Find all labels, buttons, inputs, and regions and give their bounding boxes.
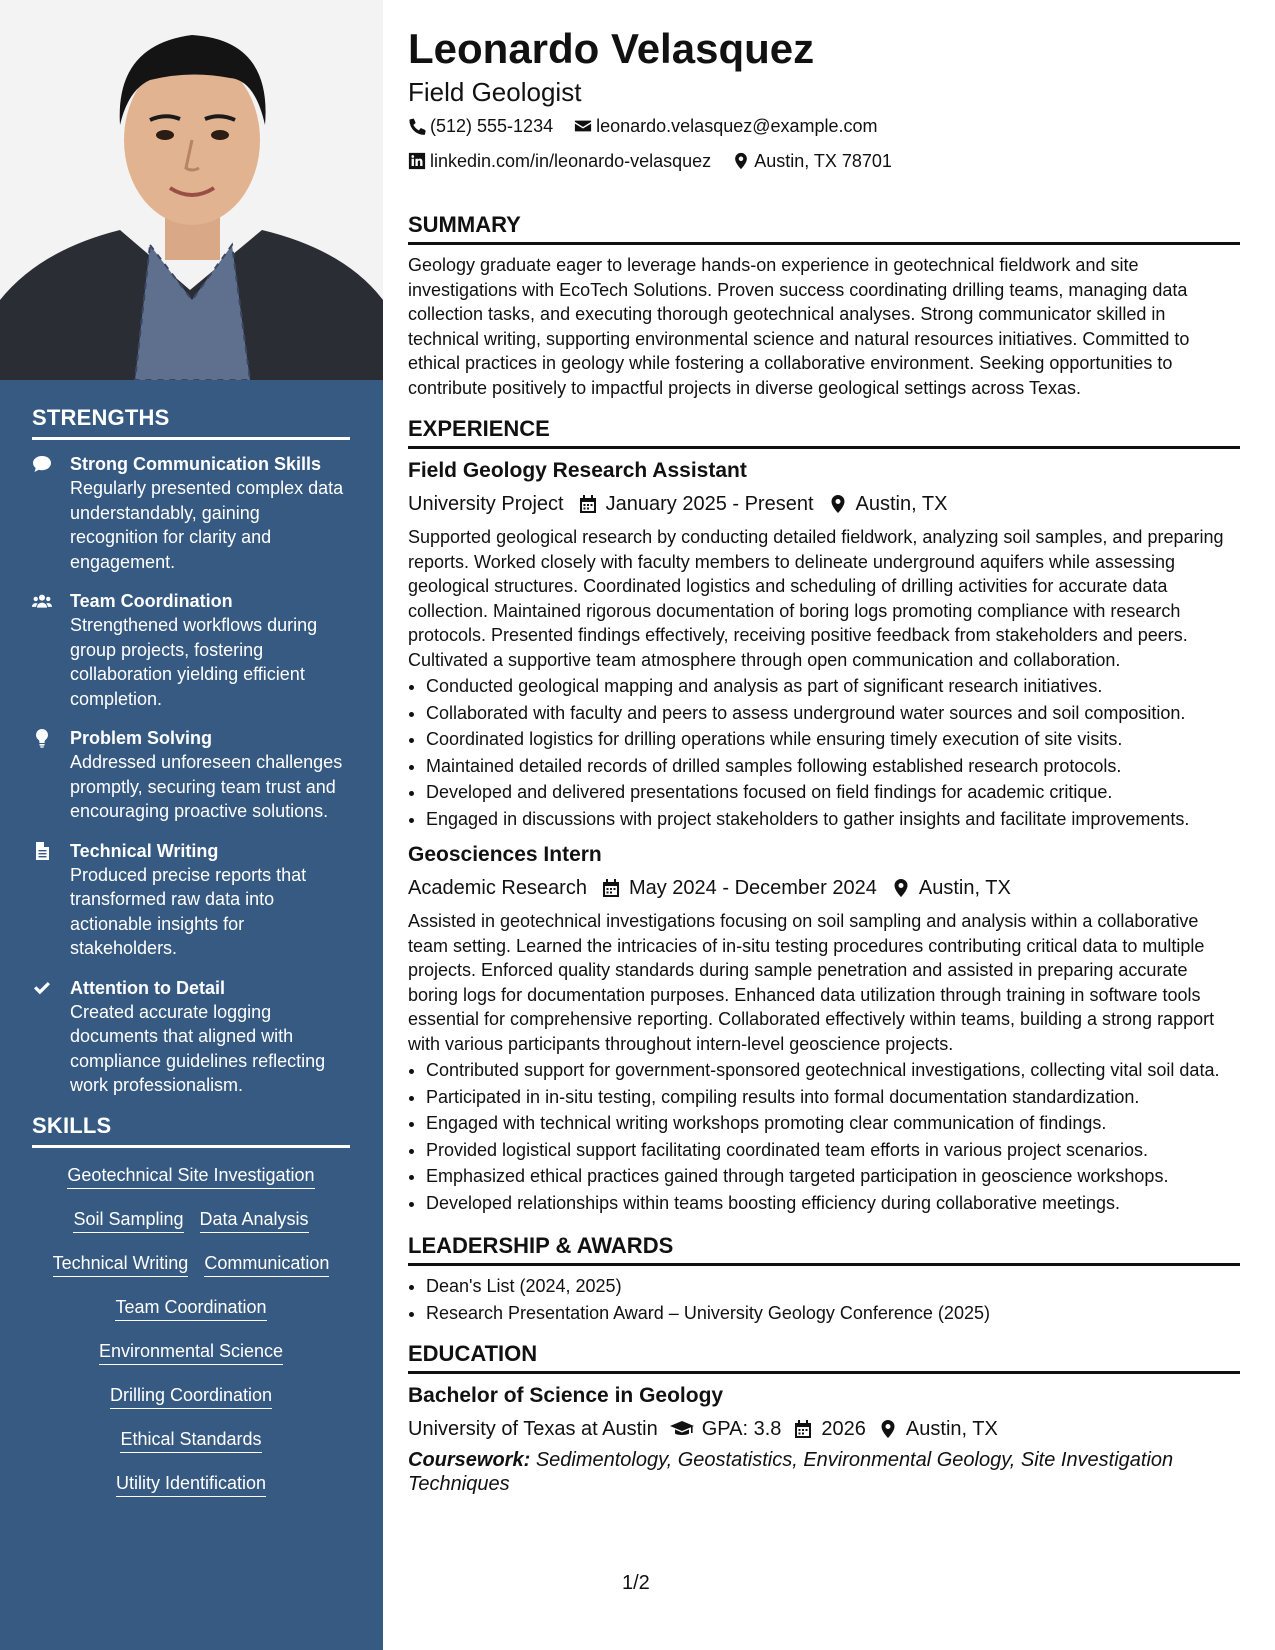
education-meta <box>408 1414 1240 1444</box>
phone-icon <box>408 117 426 135</box>
list-item: • Conducted geological mapping and analysis as part of significant research initiatives. <box>426 674 1240 699</box>
map-pin-icon <box>732 152 750 170</box>
job-location: Austin, TX <box>855 493 948 515</box>
list-item: • Participated in in-situ testing, compiling results into formal documentation standardization. <box>426 1085 1240 1110</box>
summary-heading: SUMMARY <box>408 212 1240 245</box>
strength-title: Attention to Detail <box>70 977 225 998</box>
strength-desc: Created accurate logging documents that aligned with compliance guidelines reflecting work professionalism. <box>70 1001 326 1095</box>
sidebar <box>0 0 383 1650</box>
strength-title: Technical Writing <box>70 840 219 861</box>
checkmark-icon <box>32 978 52 998</box>
strength-desc: Regularly presented complex data understandably, gaining recognition for clarity and engagement. <box>70 478 344 572</box>
strength-title: Strong Communication Skills <box>70 454 322 474</box>
list-item: • Developed and delivered presentations focused on field findings for academic critique. <box>426 780 1240 805</box>
strength-title: Team Coordination <box>70 591 233 611</box>
calendar-icon <box>601 878 621 898</box>
map-pin-icon <box>828 494 848 514</box>
profile-photo <box>0 0 383 380</box>
map-pin-icon <box>878 1419 898 1439</box>
strength-item <box>32 839 350 961</box>
job-meta <box>408 489 1240 519</box>
skills-heading: SKILLS <box>32 1113 350 1148</box>
list-item: • Contributed support for government-sponsored geotechnical investigations, collecting vital soil data. <box>426 1058 1240 1083</box>
list-item: • Provided logistical support facilitating coordinated team efforts in various project scenarios. <box>426 1138 1240 1163</box>
candidate-name: Leonardo Velasquez <box>408 25 815 72</box>
strength-item <box>32 726 350 824</box>
education-location: Austin, TX <box>905 1418 998 1440</box>
document-icon <box>32 841 52 861</box>
location-contact <box>732 145 892 177</box>
job-entry <box>408 457 1240 831</box>
linkedin-icon <box>408 152 426 170</box>
job-location: Austin, TX <box>918 877 1011 899</box>
list-item: • Collaborated with faculty and peers to assess underground water sources and soil composition. <box>426 701 1240 726</box>
coursework-label: Coursework: <box>408 1449 531 1471</box>
lightbulb-icon <box>32 728 52 748</box>
list-item: • Coordinated logistics for drilling operations while ensuring timely execution of site visits. <box>426 727 1240 752</box>
coursework <box>408 1448 1240 1496</box>
skill-tag: Environmental Science <box>99 1340 283 1365</box>
strength-item <box>32 976 350 1098</box>
email-contact[interactable] <box>574 110 877 142</box>
education-heading: EDUCATION <box>408 1341 1240 1374</box>
job-entry <box>408 841 1240 1215</box>
page-number: 1/2 <box>622 1572 650 1594</box>
strength-item <box>32 452 350 574</box>
job-bullets <box>408 1058 1240 1215</box>
linkedin-contact[interactable] <box>408 145 711 177</box>
summary-text: Geology graduate eager to leverage hands-on experience in geotechnical fieldwork and site investigations with EcoTech Solutions. Proven success coordinating drilling teams, managing data collection tasks, and executing thorough geotechnical analyses. Strong communicator skilled in technical writing, supporting environmental science and natural resources initiatives. Committed to ethical practices in geology while fostering a collaborative environment. Seeking opportunities to contribute positively to impactful projects in diverse geological settings across Texas. <box>408 255 1190 398</box>
main-content <box>408 22 1240 1496</box>
gpa-text: GPA: 3.8 <box>701 1418 782 1440</box>
strength-item <box>32 589 350 711</box>
graduation-year: 2026 <box>821 1418 866 1440</box>
strength-desc: Strengthened workflows during group projects, fostering collaboration yielding efficient completion. <box>70 615 318 709</box>
skill-tag: Soil Sampling <box>73 1208 183 1233</box>
strength-desc: Addressed unforeseen challenges promptly, securing team trust and encouraging proactive solutions. <box>70 752 343 821</box>
list-item: • Engaged in discussions with project stakeholders to gather insights and facilitate improvements. <box>426 807 1240 832</box>
contact-info <box>408 110 1240 180</box>
strengths-heading: STRENGTHS <box>32 405 350 440</box>
phone-contact <box>408 110 553 142</box>
job-org: University Project <box>408 493 564 515</box>
job-meta <box>408 873 1240 903</box>
calendar-icon <box>793 1419 813 1439</box>
job-dates: January 2025 - Present <box>605 493 814 515</box>
coursework-text: Sedimentology, Geostatistics, Environmental Geology, Site Investigation Techniques <box>408 1449 1174 1495</box>
skill-tag: Technical Writing <box>53 1252 189 1277</box>
skill-tag: Geotechnical Site Investigation <box>67 1164 314 1189</box>
degree-title: Bachelor of Science in Geology <box>408 1384 724 1407</box>
job-description: Assisted in geotechnical investigations focusing on soil sampling and analysis within a collaborative team setting. Learned the intricacies of in-situ testing procedures contributing critical data to multiple projects. Enforced quality standards during sample penetration and assisted in preparing accurate boring logs for documentation purposes. Enhanced data utilization through training in software tools essential for comprehensive reporting. Collaborated effectively within teams, building a strong rapport with various participants throughout intern-level geoscience projects. <box>408 911 1215 1054</box>
skills-list <box>32 1160 350 1497</box>
awards-heading: LEADERSHIP & AWARDS <box>408 1233 1240 1266</box>
experience-heading: EXPERIENCE <box>408 416 1240 449</box>
linkedin-link[interactable]: linkedin.com/in/leonardo-velasquez <box>430 151 712 171</box>
skill-tag: Team Coordination <box>115 1296 266 1321</box>
school-name: University of Texas at Austin <box>408 1418 658 1440</box>
graduation-cap-icon <box>670 1419 694 1439</box>
list-item: • Research Presentation Award – University Geology Conference (2025) <box>426 1301 1240 1326</box>
map-pin-icon <box>891 878 911 898</box>
skill-tag: Communication <box>204 1252 329 1277</box>
phone-text: (512) 555-1234 <box>430 116 554 136</box>
sidebar-content <box>32 405 350 1516</box>
skill-tag: Ethical Standards <box>120 1428 261 1453</box>
job-description: Supported geological research by conducting detailed fieldwork, analyzing soil samples, and preparing reports. Worked closely with faculty members to delineate underground aquifers while assessing geological structures. Coordinated logistics and scheduling of drilling activities for accurate data collection. Maintained rigorous documentation of boring logs promoting compliance with research protocols. Presented findings effectively, receiving positive feedback from stakeholders and peers. Cultivated a supportive team atmosphere through open communication and collaboration. <box>408 527 1224 670</box>
envelope-icon <box>574 117 592 135</box>
list-item: • Emphasized ethical practices gained through targeted participation in geoscience workshops. <box>426 1164 1240 1189</box>
list-item: • Engaged with technical writing workshops promoting clear communication of findings. <box>426 1111 1240 1136</box>
list-item: • Maintained detailed records of drilled samples following established research protocols. <box>426 754 1240 779</box>
skill-tag: Drilling Coordination <box>110 1384 272 1409</box>
job-title: Field Geology Research Assistant <box>408 459 747 482</box>
awards-list <box>408 1274 1240 1325</box>
location-text: Austin, TX 78701 <box>754 151 892 171</box>
job-bullets <box>408 674 1240 831</box>
skill-tag: Data Analysis <box>200 1208 309 1233</box>
email-link[interactable]: leonardo.velasquez@example.com <box>596 116 878 136</box>
skill-tag: Utility Identification <box>116 1472 266 1497</box>
list-item: • Developed relationships within teams boosting efficiency during collaborative meetings. <box>426 1191 1240 1216</box>
strength-title: Problem Solving <box>70 728 213 748</box>
speech-bubble-icon <box>32 454 52 474</box>
strength-desc: Produced precise reports that transformed raw data into actionable insights for stakeholders. <box>70 864 307 958</box>
users-icon <box>32 591 52 611</box>
job-title-heading: Field Geologist <box>408 77 582 107</box>
job-org: Academic Research <box>408 877 587 899</box>
list-item: • Dean's List (2024, 2025) <box>426 1274 1240 1299</box>
job-title: Geosciences Intern <box>408 843 602 866</box>
job-dates: May 2024 - December 2024 <box>628 877 877 899</box>
calendar-icon <box>578 494 598 514</box>
